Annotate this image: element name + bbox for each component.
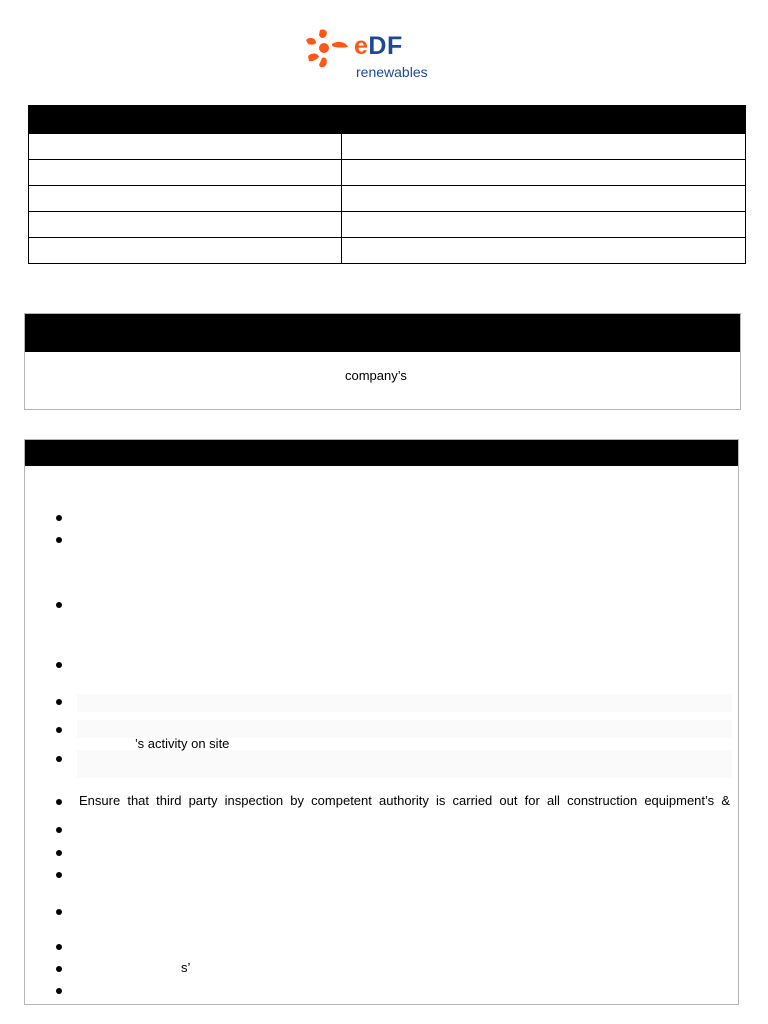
- table-row: [29, 133, 745, 159]
- responsibilities-section: [24, 439, 739, 1005]
- section-text: company’s: [345, 368, 407, 383]
- table-row: [29, 211, 745, 237]
- bullet-icon: [56, 909, 62, 915]
- bullet-icon: [56, 827, 62, 833]
- logo-subtitle: renewables: [356, 64, 428, 80]
- table-row: [29, 185, 745, 211]
- section-header-bar: [25, 440, 738, 466]
- section-header-bar: [25, 314, 740, 352]
- bullet-icon: [56, 537, 62, 543]
- highlight-band: [77, 694, 732, 712]
- table-row: [29, 237, 745, 263]
- document-info-table: [28, 105, 746, 264]
- logo-wordmark: eDF: [354, 32, 403, 60]
- list-item-text: s’: [181, 960, 191, 975]
- list-item-text: ’s activity on site: [135, 736, 230, 751]
- bullet-icon: [56, 944, 62, 950]
- edf-renewables-logo: [302, 26, 442, 82]
- bullet-icon: [56, 662, 62, 668]
- bullet-icon: [56, 966, 62, 972]
- list-item-text: Ensure that third party inspection by competent authority is carried out for all construction equipment’s &: [79, 793, 730, 808]
- bullet-icon: [56, 756, 62, 762]
- info-table-header: [29, 106, 745, 133]
- bullet-icon: [56, 872, 62, 878]
- bullet-icon: [56, 699, 62, 705]
- bullet-icon: [56, 799, 62, 805]
- edf-flower-icon: [302, 26, 354, 72]
- purpose-section: [24, 313, 741, 410]
- bullet-icon: [56, 602, 62, 608]
- bullet-icon: [56, 727, 62, 733]
- highlight-band: [77, 750, 732, 778]
- bullet-icon: [56, 988, 62, 994]
- bullet-icon: [56, 515, 62, 521]
- table-row: [29, 159, 745, 185]
- bullet-icon: [56, 850, 62, 856]
